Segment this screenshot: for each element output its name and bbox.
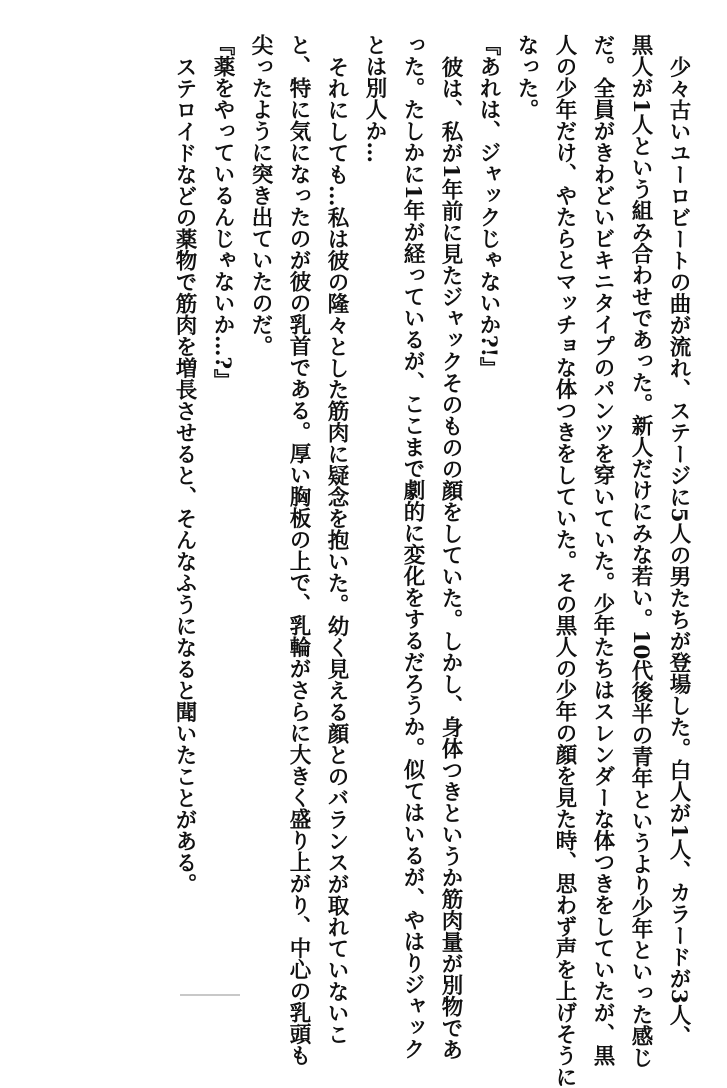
text-line: 人の少年だけ、やたらとマッチョな体つきをしていた。その黒人の少年の顔を見た時、思わず声を上げそうに bbox=[552, 34, 577, 1088]
text-line: とは別人か… bbox=[362, 34, 387, 163]
vertical-text-body bbox=[165, 34, 697, 1088]
text-line: ステロイドなどの薬物で筋肉を増長させると、そんなふうになると聞いたことがある。 bbox=[172, 55, 197, 894]
text-line: った。たしかに1年が経っているが、ここまで劇的に変化をするだろうか。似てはいるが、やはりジャック bbox=[400, 34, 425, 1060]
text-line: なった。 bbox=[514, 34, 539, 120]
text-line: 黒人が1人という組み合わせであった。新人だけにみな若い。10代後半の青年というより少年といった感じ bbox=[628, 34, 653, 1068]
text-line: それにしても…私は彼の隆々とした筋肉に疑念を抱いた。幼く見える顔とのバランスが取れていないこ bbox=[324, 55, 349, 1045]
text-line: 『薬をやっているんじゃないか…?』 bbox=[210, 34, 235, 391]
text-line: 尖ったように突き出ていたのだ。 bbox=[248, 34, 273, 357]
text-line: だ。全員がきわどいビキニタイプのパンツを穿いていた。少年たちはスレンダーな体つきをしていたが、黒 bbox=[590, 34, 615, 1066]
text-line: と、特に気になったのが彼の乳首である。厚い胸板の上で、乳輪がさらに大きく盛り上がり、中心の乳頭も bbox=[286, 34, 311, 1066]
text-line: 少々古いユーロビートの曲が流れ、ステージに5人の男たちが登場した。白人が1人、カラードが3人、 bbox=[666, 55, 691, 1047]
text-line: 『あれは、ジャックじゃないか?!』 bbox=[476, 34, 501, 379]
text-line: 彼は、私が1年前に見たジャックそのものの顔をしていた。しかし、身体つきというか筋肉量が別物であ bbox=[438, 55, 463, 1060]
scan-speck bbox=[180, 994, 240, 996]
